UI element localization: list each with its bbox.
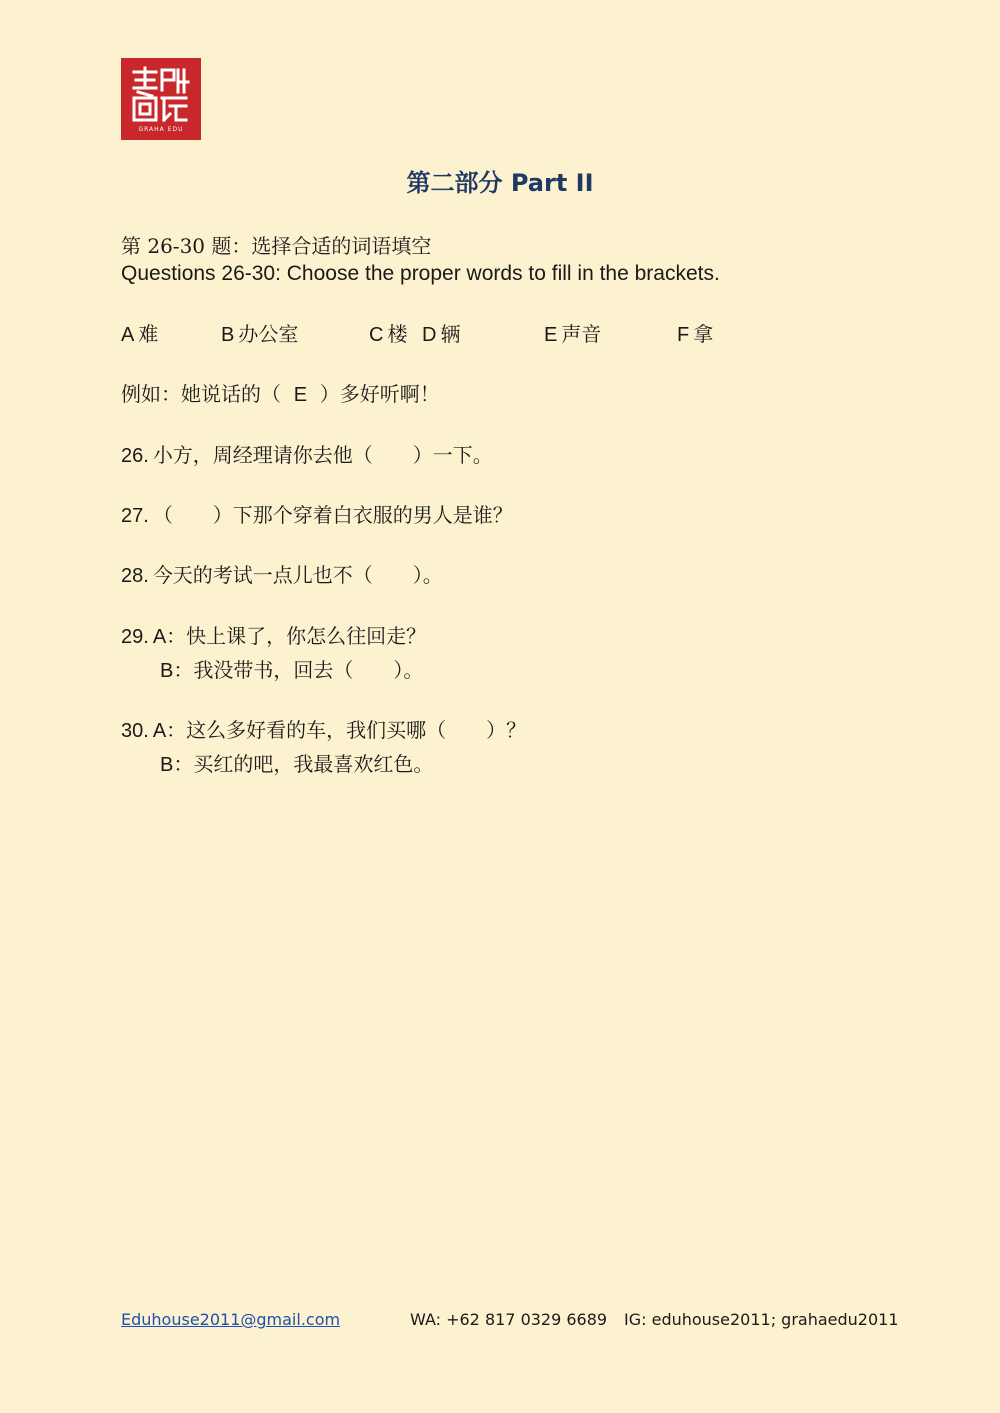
logo-text: GRAHA EDU <box>138 125 184 133</box>
question-26 <box>121 439 493 468</box>
speaker-b-text: ：买红的吧，我最喜欢红色。 <box>173 752 434 776</box>
option-letter: C <box>369 324 384 346</box>
instructions-chinese: 第 26-30 题：选择合适的词语填空 <box>121 234 432 258</box>
option-f <box>677 318 713 347</box>
question-30-b <box>160 748 433 777</box>
question-number: 27. <box>121 505 149 527</box>
speaker-a-text: ：这么多好看的车，我们买哪（ ）？ <box>166 718 527 742</box>
example-before: 例如：她说话的（ <box>121 382 281 406</box>
instructions-english: Questions 26-30: Choose the proper words to fill in the brackets. <box>121 262 720 285</box>
option-word: 声音 <box>561 322 602 346</box>
question-text: 小方，周经理请你去他（ ）一下。 <box>152 443 493 467</box>
whatsapp-contact: WA: +62 817 0329 6689 <box>410 1310 608 1329</box>
option-a <box>121 318 158 347</box>
question-30-a <box>121 714 526 743</box>
question-text: （ ）下那个穿着白衣服的男人是谁？ <box>152 503 513 527</box>
question-number: 26. <box>121 445 149 467</box>
question-29-b <box>160 654 423 683</box>
example-sentence <box>121 378 440 407</box>
option-word: 办公室 <box>238 322 299 346</box>
question-text: 今天的考试一点儿也不（ ）。 <box>152 563 443 587</box>
option-letter: A <box>121 324 135 346</box>
page-title: 第二部分 Part II <box>406 169 594 197</box>
option-c <box>369 318 407 347</box>
option-word: 辆 <box>440 322 461 346</box>
option-word: 楼 <box>387 322 408 346</box>
speaker-b-label: B <box>160 660 174 682</box>
speaker-a-label: A <box>152 720 167 742</box>
email-link[interactable]: Eduhouse2011@gmail.com <box>121 1310 341 1329</box>
question-number: 30. <box>121 720 149 742</box>
option-letter: B <box>221 324 235 346</box>
graha-edu-logo <box>121 58 201 140</box>
option-word: 拿 <box>693 322 714 346</box>
question-number: 28. <box>121 565 149 587</box>
speaker-a-text: ：快上课了，你怎么往回走？ <box>166 624 427 648</box>
speaker-b-text: ：我没带书，回去（ ）。 <box>173 658 424 682</box>
option-d <box>422 318 460 347</box>
example-answer: E <box>293 384 308 406</box>
option-e <box>544 318 601 347</box>
word-options <box>121 318 821 346</box>
speaker-a-label: A <box>152 626 167 648</box>
example-after: ）多好听啊！ <box>319 382 440 406</box>
speaker-b-label: B <box>160 754 174 776</box>
question-28 <box>121 559 443 588</box>
page-footer <box>0 1310 1000 1334</box>
logo-seal-icon <box>130 66 192 124</box>
instagram-contact: IG: eduhouse2011; grahaedu2011 <box>624 1310 899 1329</box>
option-letter: F <box>677 324 690 346</box>
question-29-a <box>121 620 426 649</box>
option-b <box>221 318 298 347</box>
option-letter: E <box>544 324 558 346</box>
question-27 <box>121 499 513 528</box>
question-number: 29. <box>121 626 149 648</box>
option-word: 难 <box>138 322 159 346</box>
option-letter: D <box>422 324 437 346</box>
